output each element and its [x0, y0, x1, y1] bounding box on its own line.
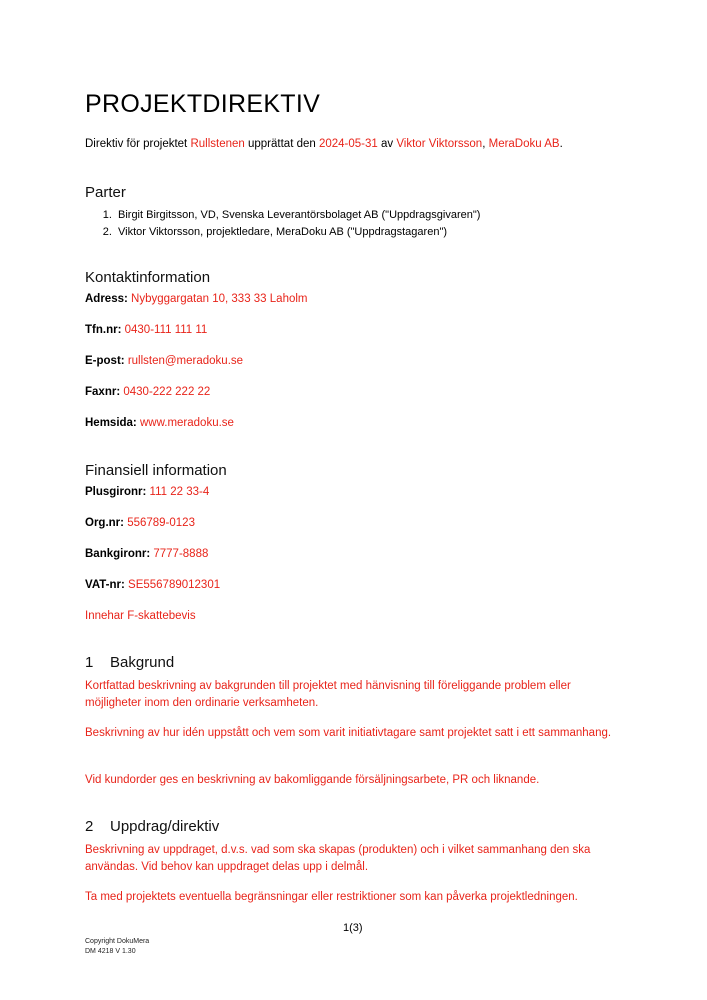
field-tfn: Tfn.nr: 0430-111 111 11 — [85, 324, 208, 336]
list-item: 1. Birgit Birgitsson, VD, Svenska Leverantörsbolaget AB ("Uppdragsgivaren") — [115, 207, 480, 224]
field-plusgiro: Plusgironr: 111 22 33-4 — [85, 486, 210, 498]
kontakt-heading: Kontaktinformation — [85, 269, 211, 286]
intro-mid2: av — [377, 138, 397, 150]
f-skatt-note: Innehar F-skattebevis — [85, 610, 196, 622]
section-title: Uppdrag/direktiv — [110, 818, 220, 835]
section-2-paragraph: Ta med projektets eventuella begränsningar eller restriktioner som kan påverka projektledningen. — [85, 891, 578, 903]
section-1-paragraph: Vid kundorder ges en beskrivning av bakomliggande försäljningsarbete, PR och liknande. — [85, 774, 540, 786]
field-bankgiro: Bankgironr: 7777-8888 — [85, 548, 209, 560]
footer-doc-id: DM 4218 V 1.30 — [85, 948, 136, 955]
intro-prefix: Direktiv för projektet — [85, 138, 191, 150]
section-2-heading — [85, 818, 219, 835]
intro-sep: , — [482, 138, 489, 150]
intro-mid1: upprättat den — [244, 138, 319, 150]
field-adress: Adress: Nybyggargatan 10, 333 33 Laholm — [85, 293, 308, 305]
footer — [85, 937, 149, 957]
section-1-paragraph: Beskrivning av hur idén uppstått och vem som varit initiativtagare samt projektet satt i ett sammanhang. — [85, 727, 612, 739]
footer-copyright: Copyright DokuMera — [85, 938, 150, 945]
field-epost: E-post: rullsten@meradoku.se — [85, 355, 244, 367]
intro-line — [85, 138, 563, 150]
field-hemsida: Hemsida: www.meradoku.se — [85, 417, 234, 429]
intro-author: Viktor Viktorsson — [396, 138, 483, 150]
field-fax: Faxnr: 0430-222 222 22 — [85, 386, 211, 398]
finans-heading: Finansiell information — [85, 462, 227, 479]
page-number: 1(3) — [343, 922, 363, 934]
intro-date: 2024-05-31 — [318, 138, 378, 150]
section-1-paragraph: Kortfattad beskrivning av bakgrunden till projektet med hänvisning till föreliggande problem eller möjligheter inom den ordinarie verksamheten. — [85, 680, 571, 709]
intro-end: . — [559, 138, 563, 150]
section-2-paragraph: Beskrivning av uppdraget, d.v.s. vad som ska skapas (produkten) och i vilket sammanhang den ska användas. Vid behov kan uppdraget delas upp i delmål. — [85, 844, 591, 873]
parter-list — [85, 207, 480, 241]
field-orgnr: Org.nr: 556789-0123 — [85, 517, 195, 529]
project-name: Rullstenen — [190, 138, 245, 150]
intro-company: MeraDoku AB — [488, 138, 560, 150]
document-title: PROJEKTDIREKTIV — [85, 90, 321, 118]
section-1-heading — [85, 654, 174, 671]
section-title: Bakgrund — [110, 654, 175, 671]
section-number: 2 — [85, 818, 94, 835]
list-item: 2. Viktor Viktorsson, projektledare, MeraDoku AB ("Uppdragstagaren") — [115, 224, 480, 241]
section-number: 1 — [85, 654, 94, 671]
parter-heading: Parter — [85, 184, 126, 201]
field-vat: VAT-nr: SE556789012301 — [85, 579, 221, 591]
